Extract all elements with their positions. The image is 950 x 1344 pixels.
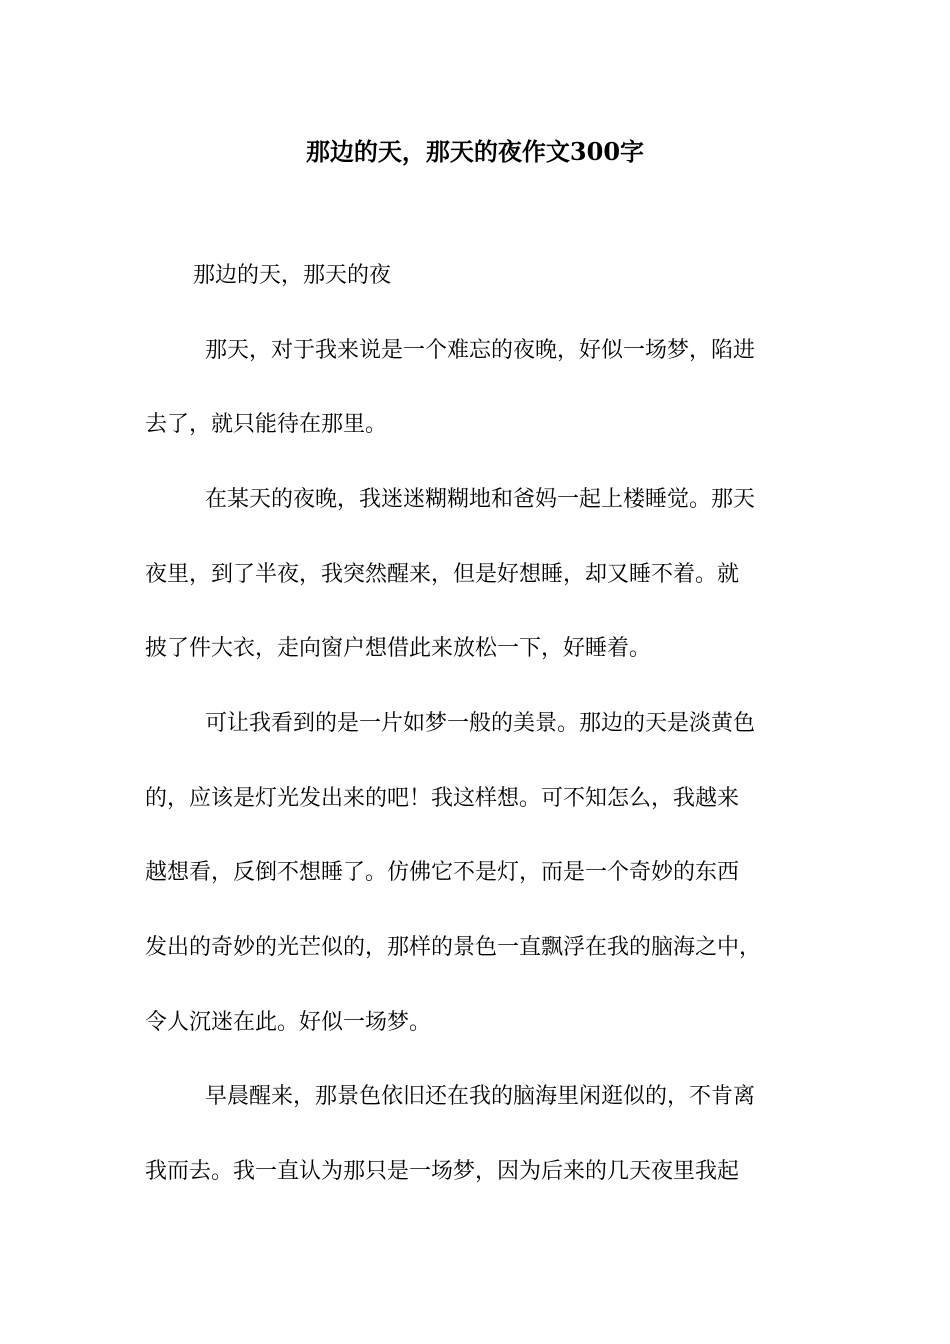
paragraph-4-line-1: 早晨醒来，那景色依旧还在我的脑海里闲逛似的，不肯离 (205, 1084, 756, 1109)
document-title: 那边的天，那天的夜作文300字 (305, 137, 645, 166)
paragraph-3-line-1: 可让我看到的是一片如梦一般的美景。那边的天是淡黄色 (205, 711, 756, 736)
paragraph-3-line-4: 发出的奇妙的光芒似的，那样的景色一直飘浮在我的脑海之中， (145, 935, 762, 960)
paragraph-4-line-2: 我而去。我一直认为那只是一场梦，因为后来的几天夜里我起 (145, 1159, 740, 1184)
essay-subtitle: 那边的天，那天的夜 (193, 263, 392, 288)
paragraph-1-line-2: 去了，就只能待在那里。 (145, 412, 388, 437)
paragraph-3-line-2: 的，应该是灯光发出来的吧！我这样想。可不知怎么，我越来 (145, 786, 740, 811)
paragraph-2-line-3: 披了件大衣，走向窗户想借此来放松一下，好睡着。 (145, 636, 652, 661)
paragraph-1-line-1: 那天，对于我来说是一个难忘的夜晚，好似一场梦，陷进 (205, 338, 756, 363)
paragraph-3-line-5: 令人沉迷在此。好似一场梦。 (145, 1010, 432, 1035)
paragraph-2-line-2: 夜里，到了半夜，我突然醒来，但是好想睡，却又睡不着。就 (145, 562, 740, 587)
paragraph-3-line-3: 越想看，反倒不想睡了。仿佛它不是灯，而是一个奇妙的东西 (145, 860, 740, 885)
paragraph-2-line-1: 在某天的夜晚，我迷迷糊糊地和爸妈一起上楼睡觉。那天 (205, 487, 756, 512)
